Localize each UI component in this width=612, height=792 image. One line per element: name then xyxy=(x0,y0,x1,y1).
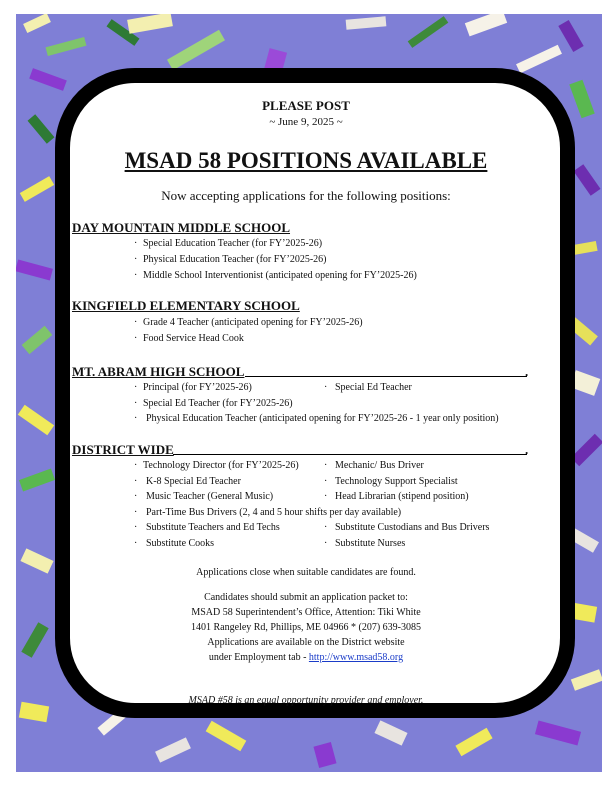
bullet: · xyxy=(324,491,328,502)
bullet: · xyxy=(134,413,138,424)
equal-opportunity-statement: MSAD #58 is an equal opportunity provider and employer. xyxy=(188,695,424,706)
section-heading-mt-abram: MT. ABRAM HIGH SCHOOL xyxy=(72,364,245,379)
section-heading-day-mountain: DAY MOUNTAIN MIDDLE SCHOOL xyxy=(72,220,291,235)
position-item: Grade 4 Teacher (anticipated opening for FY’2025-26) xyxy=(143,317,363,328)
bullet: · xyxy=(134,333,138,344)
position-item: Technology Support Specialist xyxy=(335,476,458,487)
position-item: Substitute Cooks xyxy=(146,538,215,549)
bullet: · xyxy=(324,522,328,533)
bullet: · xyxy=(324,382,328,393)
position-item: Mechanic/ Bus Driver xyxy=(335,460,424,471)
bullet: · xyxy=(134,238,138,249)
position-item: Principal (for FY’2025-26) xyxy=(143,382,252,393)
position-item: Technology Director (for FY’2025-26) xyxy=(143,460,299,471)
position-item: Special Education Teacher (for FY’2025-26) xyxy=(143,238,323,249)
bullet: · xyxy=(134,538,138,549)
bullet: · xyxy=(134,491,138,502)
employment-tab-line xyxy=(0,652,612,663)
section-heading-kingfield: KINGFIELD ELEMENTARY SCHOOL xyxy=(72,298,300,313)
page-subtitle: Now accepting applications for the following positions: xyxy=(161,188,451,203)
office-attention-line: MSAD 58 Superintendent’s Office, Attention: Tiki White xyxy=(191,607,421,618)
district-website-link[interactable]: http://www.msad58.org xyxy=(308,652,404,663)
bullet: · xyxy=(134,507,138,518)
bullet: · xyxy=(324,460,328,471)
position-item: Special Ed Teacher xyxy=(335,382,412,393)
section-trailing-period: . xyxy=(525,364,529,379)
bullet: · xyxy=(134,254,138,265)
position-item: Music Teacher (General Music) xyxy=(146,491,274,502)
address-phone-line: 1401 Rangeley Rd, Phillips, ME 04966 * (207) 639-3085 xyxy=(191,622,421,633)
position-item: Substitute Teachers and Ed Techs xyxy=(146,522,280,533)
position-item: Physical Education Teacher (for FY’2025-26) xyxy=(143,254,327,265)
bullet: · xyxy=(134,317,138,328)
bullet: · xyxy=(134,382,138,393)
position-item: Head Librarian (stipend position) xyxy=(335,491,469,502)
position-item: Food Service Head Cook xyxy=(143,333,244,344)
bullet: · xyxy=(324,476,328,487)
page-title: MSAD 58 POSITIONS AVAILABLE xyxy=(124,148,488,173)
position-item: Substitute Nurses xyxy=(335,538,406,549)
position-item: K-8 Special Ed Teacher xyxy=(146,476,241,487)
please-post-heading: PLEASE POST xyxy=(262,98,350,113)
bullet: · xyxy=(134,522,138,533)
position-item: Special Ed Teacher (for FY’2025-26) xyxy=(143,398,293,409)
applications-close-note: Applications close when suitable candidates are found. xyxy=(196,567,416,578)
section-heading-district-wide: DISTRICT WIDE xyxy=(72,442,174,457)
bullet: · xyxy=(134,460,138,471)
employment-prefix: under Employment tab - xyxy=(208,652,309,663)
position-item: Part-Time Bus Drivers (2, 4 and 5 hour shifts per day available) xyxy=(146,507,402,518)
bullet: · xyxy=(134,270,138,281)
posting-date: ~ June 9, 2025 ~ xyxy=(269,116,343,128)
website-note: Applications are available on the District website xyxy=(207,637,405,648)
bullet: · xyxy=(134,476,138,487)
bullet: · xyxy=(324,538,328,549)
bullet: · xyxy=(134,398,138,409)
position-item: Physical Education Teacher (anticipated opening for FY’2025-26 - 1 year only position) xyxy=(146,413,499,424)
section-underline xyxy=(245,376,527,377)
submit-instructions: Candidates should submit an application packet to: xyxy=(204,592,408,603)
section-trailing-period: . xyxy=(525,442,529,457)
section-underline xyxy=(173,454,527,455)
position-item: Middle School Interventionist (anticipated opening for FY’2025-26) xyxy=(143,270,417,281)
position-item: Substitute Custodians and Bus Drivers xyxy=(335,522,490,533)
